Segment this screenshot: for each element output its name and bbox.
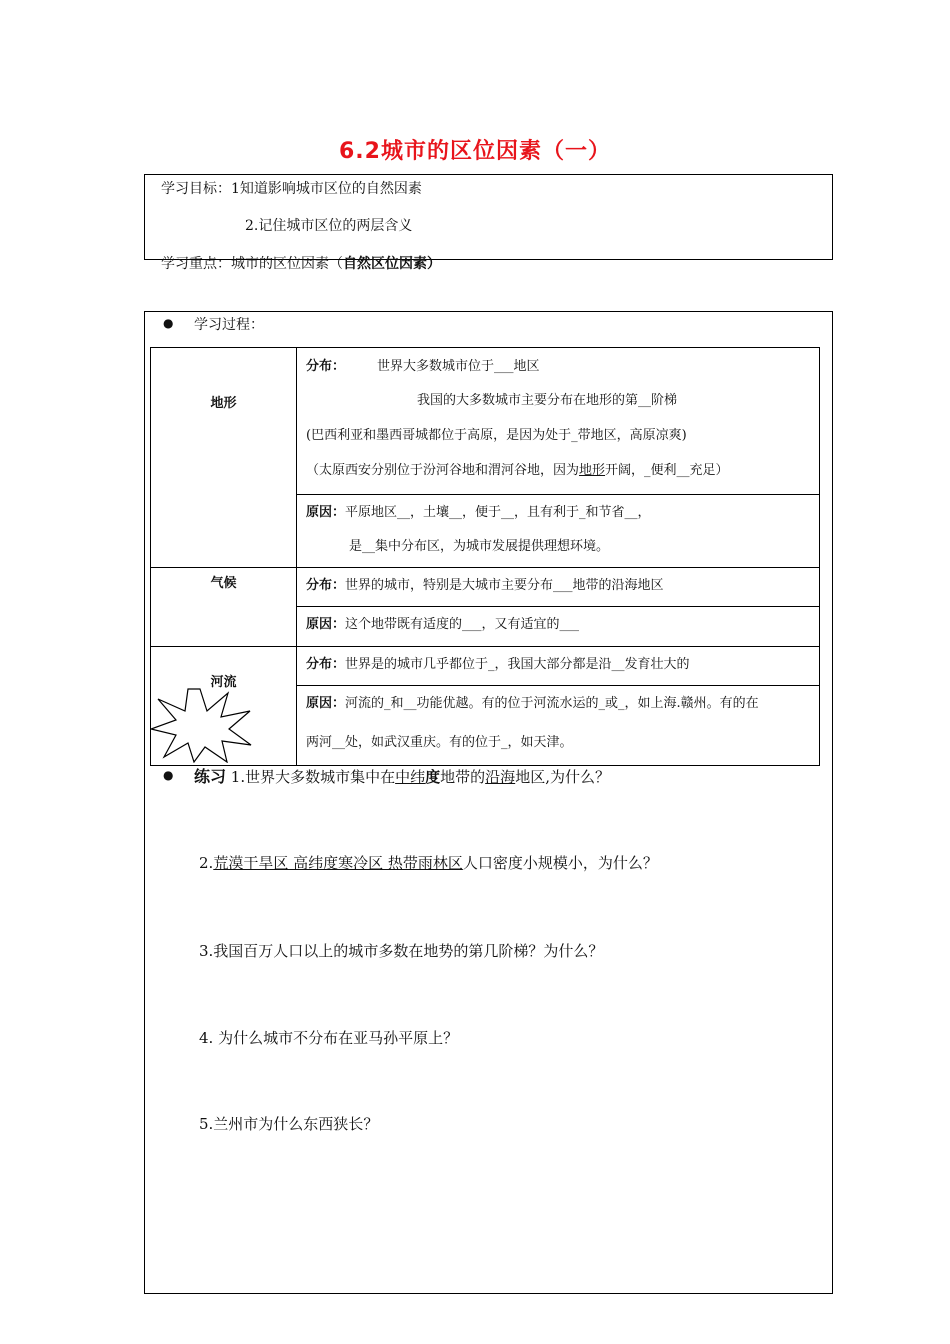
terrain-reason-2: 是__集中分布区，为城市发展提供理想环境。 [349, 539, 610, 554]
terrain-dist-4: （太原西安分别位于汾河谷地和渭河谷地，因为地形开阔，_便利__充足） [306, 463, 729, 478]
exercise-q2: 2.荒漠干旱区 高纬度寒冷区 热带雨林区人口密度小规模小，为什么？ [199, 854, 658, 872]
river-reason-2: 两河__处，如武汉重庆。有的位于_，如天津。 [306, 735, 573, 750]
explosion-icon [150, 687, 252, 763]
climate-reason-cell [297, 607, 820, 647]
river-reason-1: 原因：河流的_和__功能优越。有的位于河流水运的_或_，如上海.赣州。有的在 [306, 696, 759, 711]
exercise-label: 练习 [194, 767, 227, 786]
climate-dist-cell [297, 568, 820, 607]
river-cell [151, 647, 297, 766]
goal-2: 2.记住城市区位的两层含义 [245, 218, 413, 234]
terrain-dist-cell [297, 348, 820, 495]
terrain-cell [151, 348, 297, 568]
bullet-icon: ● [163, 316, 174, 330]
river-reason-cell [297, 686, 820, 766]
climate-reason: 原因：这个地带既有适度的___，又有适宜的___ [306, 617, 580, 632]
terrain-dist-2: 我国的大多数城市主要分布在地形的第__阶梯 [417, 393, 678, 408]
goal-1: 1知道影响城市区位的自然因素 [231, 181, 422, 197]
exercise-q3: 3.我国百万人口以上的城市多数在地势的第几阶梯？为什么？ [199, 942, 604, 960]
bullet-icon-exercise: ● [163, 768, 174, 782]
climate-dist-row [151, 568, 820, 607]
exercise-q5: 5.兰州市为什么东西狭长？ [199, 1115, 379, 1133]
terrain-dist-1: 世界大多数城市位于___地区 [377, 359, 540, 374]
river-dist: 分布：世界是的城市几乎都位于_，我国大部分都是沿__发育壮大的 [306, 657, 690, 672]
page-title: 6.2城市的区位因素（一） [339, 139, 611, 164]
climate-name: 气候 [210, 576, 237, 591]
exercise-q1: 练习 1.世界大多数城市集中在中纬度地带的沿海地区,为什么？ [194, 767, 610, 786]
focus-label: 学习重点： [161, 256, 231, 272]
terrain-dist-3: (巴西利亚和墨西哥城都位于高原，是因为处于_带地区，高原凉爽) [306, 428, 687, 443]
river-dist-cell [297, 647, 820, 686]
terrain-reason-1: 原因：平原地区__，土壤__，便于__，且有利于_和节省__， [306, 505, 651, 520]
climate-dist: 分布：世界的城市，特别是大城市主要分布___地带的沿海地区 [306, 578, 664, 593]
terrain-name: 地形 [210, 396, 237, 411]
river-dist-row [151, 647, 820, 686]
terrain-dist-row [151, 348, 820, 495]
focus-line [161, 253, 441, 273]
process-table [150, 347, 820, 766]
focus-bold: 自然区位因素） [343, 256, 441, 272]
focus-text: 城市的区位因素（ [231, 256, 343, 272]
goal-line-1 [161, 178, 422, 198]
process-heading: 学习过程： [194, 317, 264, 333]
climate-cell [151, 568, 297, 647]
terrain-dist-label: 分布： [306, 359, 346, 374]
terrain-reason-cell [297, 495, 820, 568]
river-name: 河流 [210, 675, 237, 690]
goal-label: 学习目标： [161, 181, 231, 197]
exercise-q4: 4. 为什么城市不分布在亚马孙平原上？ [199, 1029, 459, 1047]
